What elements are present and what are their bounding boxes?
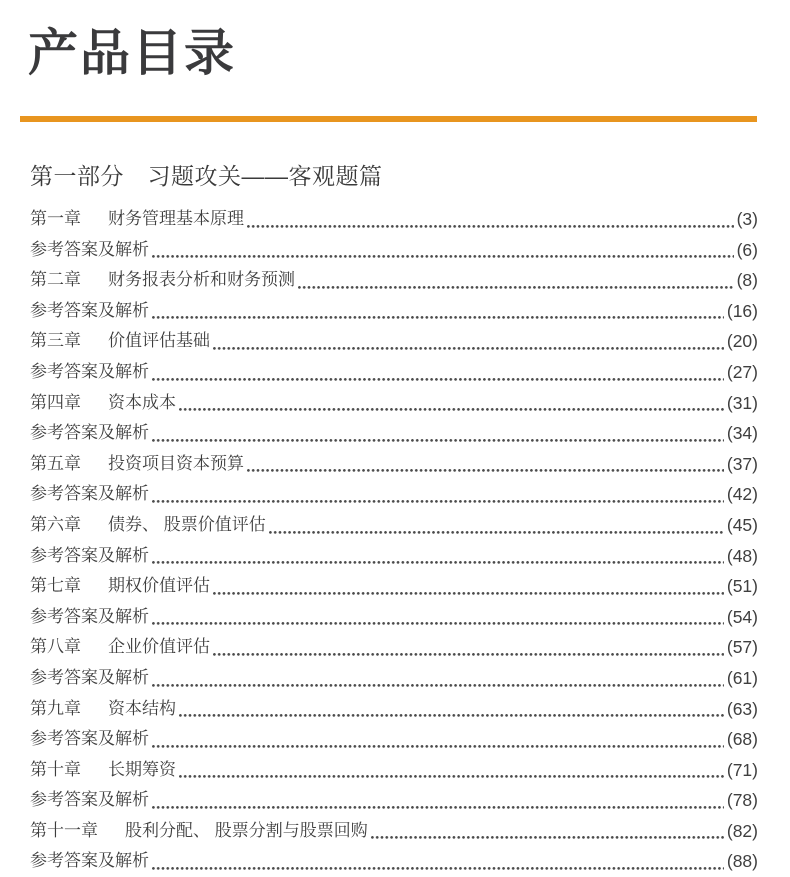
dot-leader [247,449,725,480]
toc-row [30,418,758,449]
toc-page-number: (51) [726,576,758,597]
toc-entry-title: 参考答案及解析 [30,729,149,749]
toc-row [30,388,758,419]
toc-row [30,296,758,327]
toc-row [30,755,758,786]
toc-chapter-label: 第五章 [30,453,81,473]
toc-chapter-label: 第十章 [30,759,81,779]
toc-chapter-label: 第九章 [30,698,81,718]
toc-list [30,204,758,877]
toc-chapter-label: 第一章 [30,209,81,228]
dot-leader [152,296,725,327]
toc-entry-title: 资本成本 [108,392,176,412]
dot-leader [152,418,725,449]
toc-entry-title: 资本结构 [108,698,176,718]
dot-leader [213,571,725,602]
toc-entry-title: 参考答案及解析 [30,667,149,687]
toc-row [30,571,758,602]
toc-entry-title: 参考答案及解析 [30,423,149,443]
toc-row [30,204,758,235]
toc-row [30,785,758,816]
toc-chapter-label: 第三章 [30,331,81,351]
toc-entry-title: 参考答案及解析 [30,239,149,259]
toc-entry-title: 参考答案及解析 [30,484,149,504]
toc-row [30,724,758,755]
toc-entry-title: 债券、 股票价值评估 [108,514,266,534]
page-title: 产品目录 [28,25,236,81]
toc-entry-title: 参考答案及解析 [30,361,149,381]
dot-leader [152,602,725,633]
toc-entry-title: 参考答案及解析 [30,606,149,626]
dot-leader [213,326,725,357]
dot-leader [247,204,735,235]
product-catalog-page [0,22,790,877]
dot-leader [152,663,725,694]
toc-entry-title: 价值评估基础 [108,331,210,351]
toc-chapter-label: 第四章 [30,392,81,412]
toc-page-number: (8) [736,270,758,291]
toc-row [30,632,758,663]
toc-page-number: (48) [726,545,758,566]
toc-chapter-label: 第十一章 [30,820,98,840]
toc-entry-title: 参考答案及解析 [30,790,149,810]
toc-page-number: (31) [726,392,758,413]
toc-row [30,816,758,847]
toc-page-number: (57) [726,637,758,658]
toc-row [30,326,758,357]
toc-chapter-label: 第八章 [30,637,81,657]
toc-row [30,663,758,694]
toc-entry-title: 期权价值评估 [108,576,210,596]
dot-leader [298,265,735,296]
dot-leader [152,357,725,388]
toc-row [30,694,758,725]
toc-row [30,357,758,388]
toc-chapter-label: 第七章 [30,576,81,596]
toc-entry-title: 财务管理基本原理 [108,209,244,228]
dot-leader [179,388,725,419]
toc-page-number: (42) [726,484,758,505]
dot-leader [179,694,725,725]
dot-leader [269,510,725,541]
toc-page-number: (78) [726,790,758,811]
dot-leader [179,755,725,786]
toc-page-number: (20) [726,331,758,352]
toc-row [30,449,758,480]
toc-row [30,846,758,877]
toc-row [30,541,758,572]
toc-page-number: (37) [726,453,758,474]
toc-page-number: (68) [726,729,758,750]
toc-entry-title: 投资项目资本预算 [108,453,244,473]
toc-page-number: (61) [726,667,758,688]
toc-row [30,479,758,510]
toc-page-number: (27) [726,361,758,382]
dot-leader [152,479,725,510]
toc-page-number: (54) [726,606,758,627]
dot-leader [152,235,735,266]
toc-row [30,510,758,541]
dot-leader [152,785,725,816]
toc-row [30,235,758,266]
toc-page-number: (34) [726,423,758,444]
toc-page-number: (6) [736,239,758,260]
toc-chapter-label: 第六章 [30,514,81,534]
toc-page-number: (45) [726,514,758,535]
dot-leader [152,724,725,755]
dot-leader [152,846,725,877]
toc-entry-title: 参考答案及解析 [30,851,149,871]
toc-entry-title: 企业价值评估 [108,637,210,657]
toc-entry-title: 股利分配、 股票分割与股票回购 [125,820,368,840]
toc-entry-title: 参考答案及解析 [30,300,149,320]
title-divider [20,116,757,122]
toc-entry-title: 参考答案及解析 [30,545,149,565]
toc-page-number: (16) [726,300,758,321]
section-heading: 第一部分 习题攻关——客观题篇 [30,163,383,189]
toc-page-number: (71) [726,759,758,780]
toc-entry-title: 长期筹资 [108,759,176,779]
toc-page-number: (88) [726,851,758,872]
dot-leader [371,816,725,847]
toc-row [30,265,758,296]
toc-row [30,602,758,633]
toc-chapter-label: 第二章 [30,270,81,290]
toc-page-number: (82) [726,820,758,841]
toc-page-number: (3) [736,209,758,229]
dot-leader [152,541,725,572]
toc-entry-title: 财务报表分析和财务预测 [108,270,295,290]
dot-leader [213,632,725,663]
toc-page-number: (63) [726,698,758,719]
